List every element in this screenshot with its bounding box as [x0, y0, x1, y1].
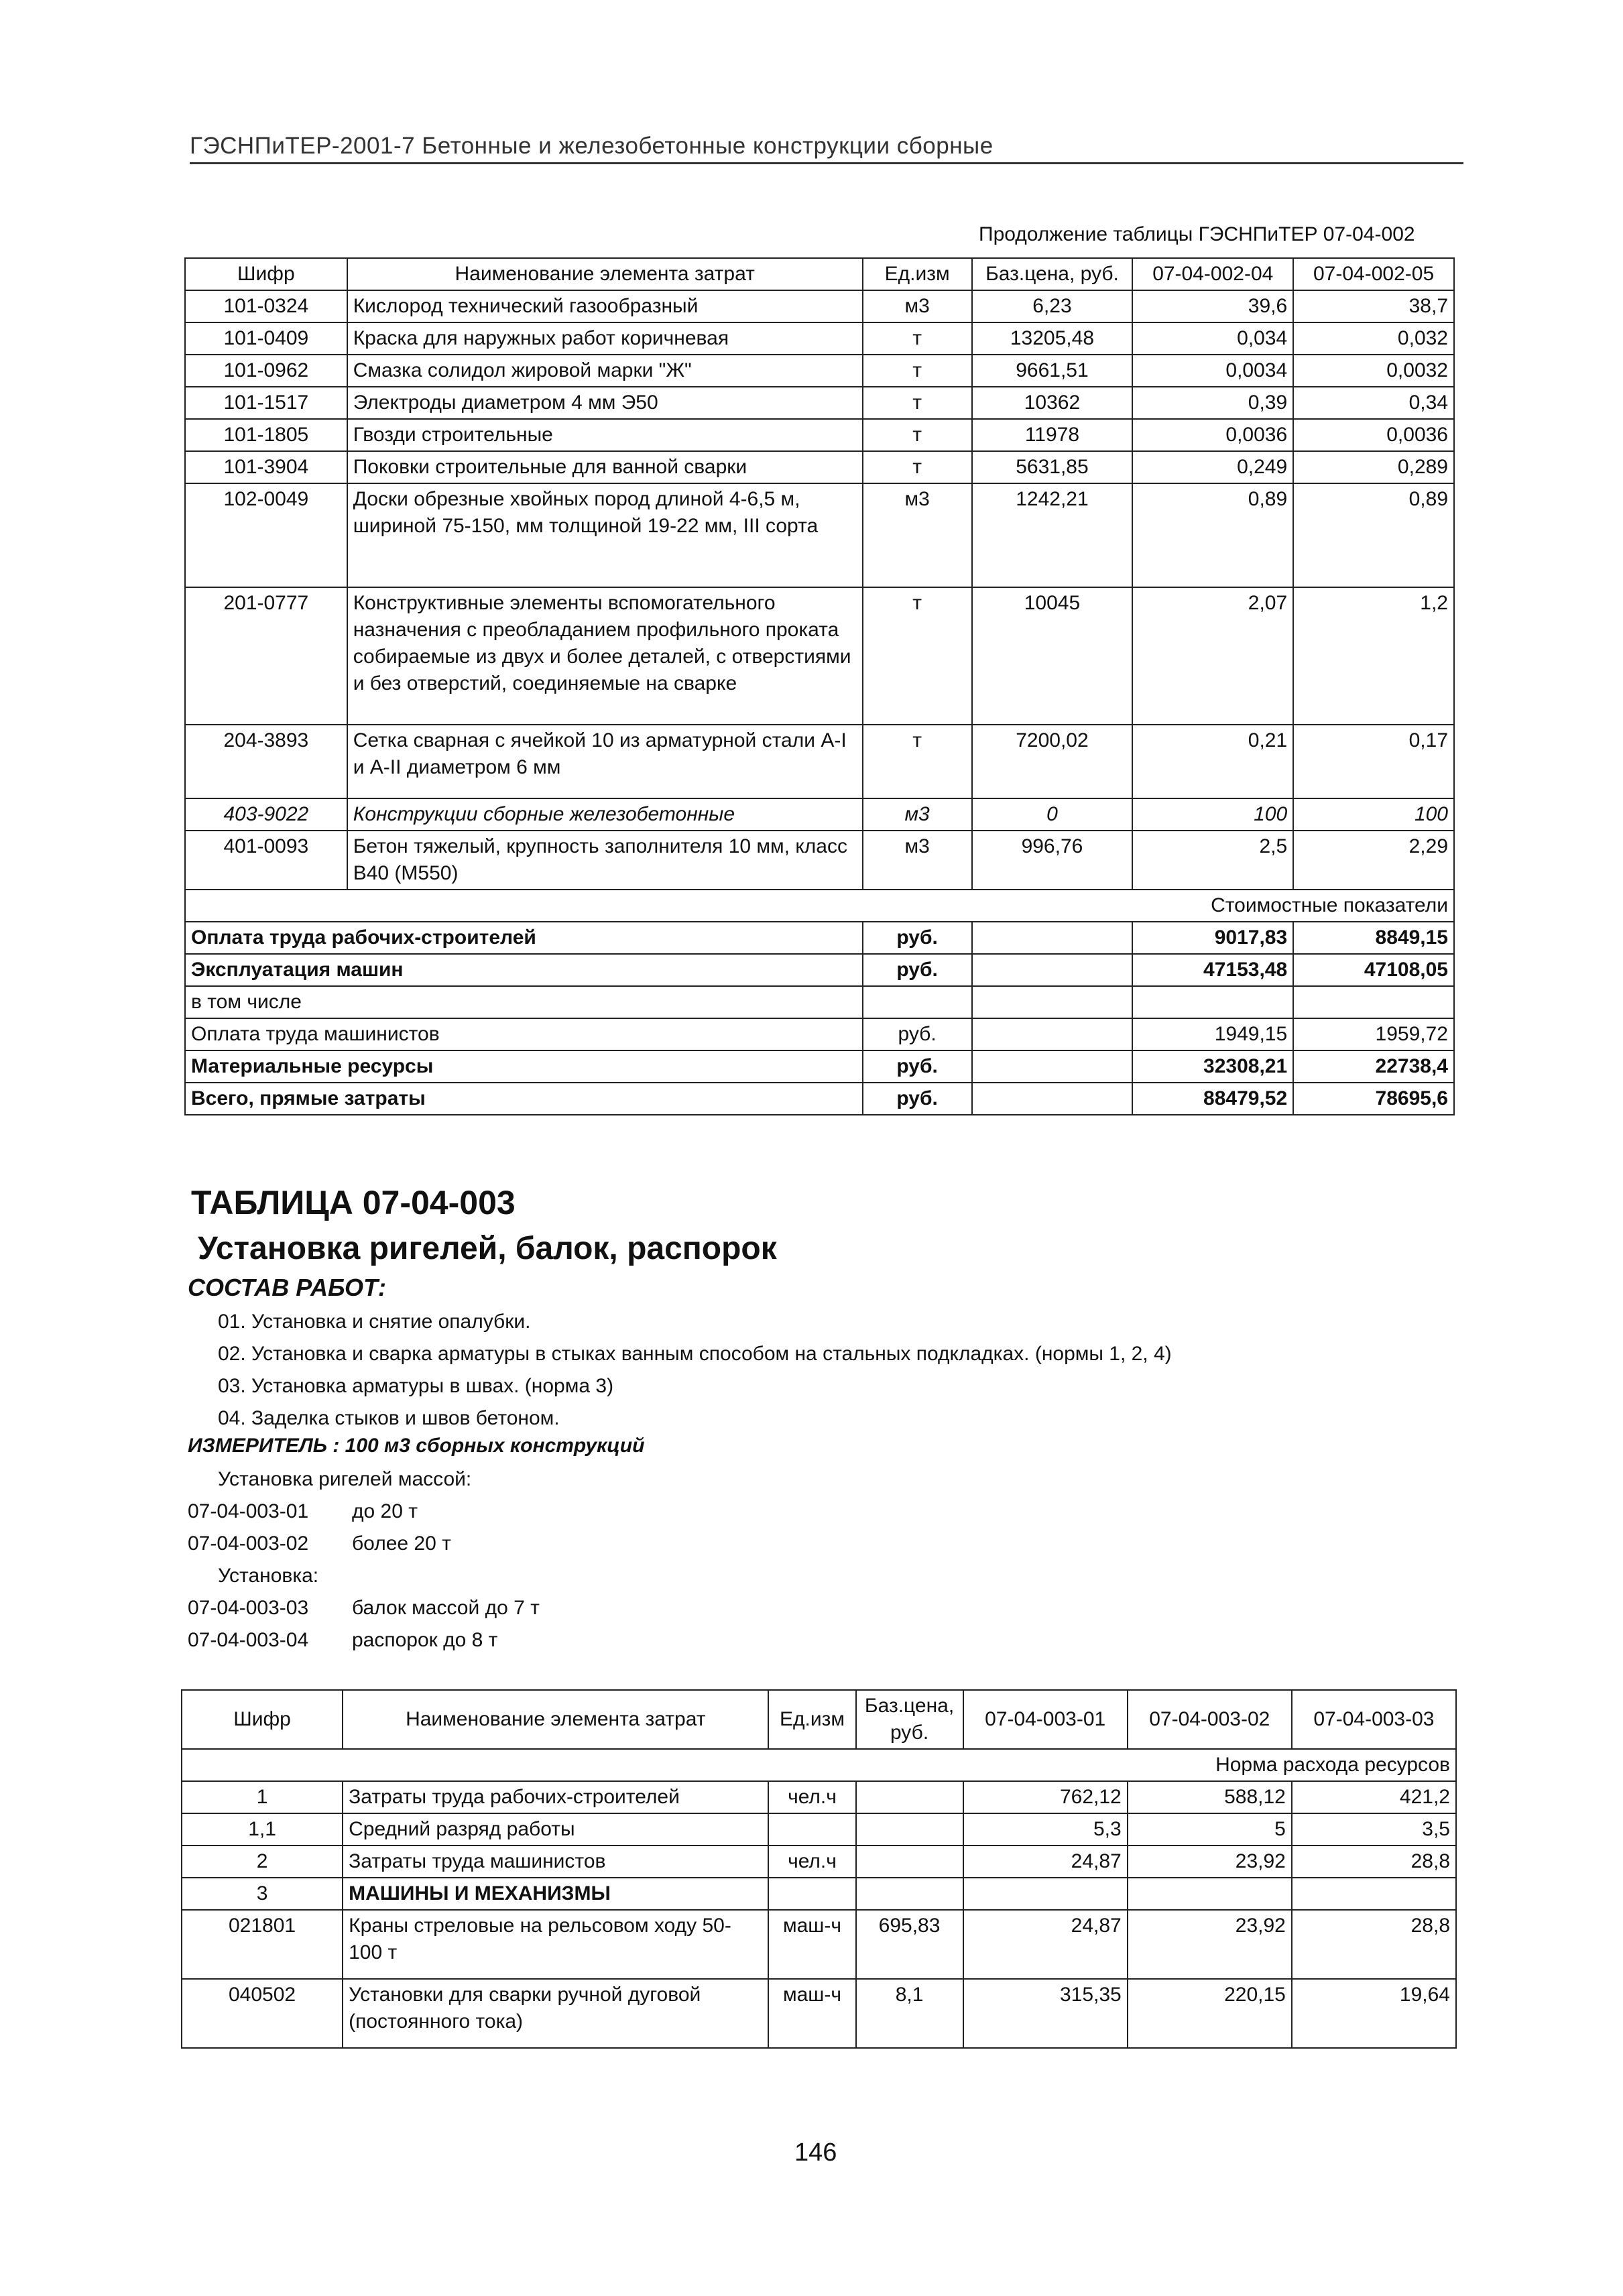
- table-cell: т: [863, 387, 972, 419]
- table-cell: маш-ч: [768, 1979, 855, 2048]
- table-cell: 1,1: [182, 1813, 343, 1846]
- column-header: Наименование элемента затрат: [343, 1690, 768, 1749]
- cost-unit: руб.: [863, 1018, 972, 1050]
- cost-value: 78695,6: [1293, 1083, 1454, 1115]
- column-header: Шифр: [185, 258, 347, 290]
- table-cell: 0: [972, 798, 1133, 831]
- table-cell: Средний разряд работы: [343, 1813, 768, 1846]
- table-row: [182, 1813, 1456, 1846]
- table-cell: 7200,02: [972, 725, 1133, 798]
- work-item: 02. Установка и сварка арматуры в стыках ванным способом на стальных подкладках. (нормы 1, 2, 4): [218, 1343, 1172, 1365]
- cost-label-row: [185, 890, 1454, 922]
- column-header: Ед.изм: [768, 1690, 855, 1749]
- cost-name: Оплата труда машинистов: [185, 1018, 863, 1050]
- table-row: [182, 1878, 1456, 1910]
- table-row: [185, 355, 1454, 387]
- table-cell: [963, 1878, 1128, 1910]
- table-cell: т: [863, 451, 972, 483]
- cost-unit: руб.: [863, 1050, 972, 1083]
- table-cell: 10045: [972, 587, 1133, 725]
- table-cell: 0,21: [1132, 725, 1293, 798]
- table-cell: 201-0777: [185, 587, 347, 725]
- table-cell: Доски обрезные хвойных пород длиной 4-6,5 м, шириной 75-150, мм толщиной 19-22 мм, III сорта: [347, 483, 863, 587]
- table-cell: 38,7: [1293, 290, 1454, 322]
- cost-row: [185, 954, 1454, 986]
- table-cell: 0,289: [1293, 451, 1454, 483]
- table-cell: 101-3904: [185, 451, 347, 483]
- table-cell: Установки для сварки ручной дуговой (постоянного тока): [343, 1979, 768, 2048]
- table-cell: 0,89: [1293, 483, 1454, 587]
- table-cell: т: [863, 725, 972, 798]
- table-cell: 762,12: [963, 1781, 1128, 1813]
- table-cell: 0,34: [1293, 387, 1454, 419]
- resource-table-07-04-002: [184, 257, 1455, 1115]
- table-cell: маш-ч: [768, 1910, 855, 1979]
- column-header: 07-04-002-04: [1132, 258, 1293, 290]
- table-cell: 403-9022: [185, 798, 347, 831]
- table-cell: 021801: [182, 1910, 343, 1979]
- empty-cell: [972, 1050, 1133, 1083]
- section-title: ТАБЛИЦА 07-04-003: [191, 1184, 516, 1221]
- table-cell: 2: [182, 1846, 343, 1878]
- table-cell: Кислород технический газообразный: [347, 290, 863, 322]
- table-row: [185, 831, 1454, 890]
- table-cell: 421,2: [1292, 1781, 1456, 1813]
- table-cell: 2,29: [1293, 831, 1454, 890]
- measure-unit: ИЗМЕРИТЕЛЬ : 100 м3 сборных конструкций: [188, 1435, 645, 1457]
- table-cell: МАШИНЫ И МЕХАНИЗМЫ: [343, 1878, 768, 1910]
- table-cell: 23,92: [1128, 1910, 1292, 1979]
- table-cell: 101-0409: [185, 322, 347, 355]
- cost-value: 8849,15: [1293, 922, 1454, 954]
- cost-row: [185, 1018, 1454, 1050]
- table-cell: [856, 1878, 963, 1910]
- table-row: [185, 798, 1454, 831]
- table-cell: 0,249: [1132, 451, 1293, 483]
- table-row: [185, 387, 1454, 419]
- table-cell: 3,5: [1292, 1813, 1456, 1846]
- cost-value: [1132, 986, 1293, 1018]
- table-cell: Конструкции сборные железобетонные: [347, 798, 863, 831]
- cost-value: 32308,21: [1132, 1050, 1293, 1083]
- table-row: [185, 483, 1454, 587]
- table-cell: м3: [863, 831, 972, 890]
- install-label: Установка:: [218, 1565, 319, 1587]
- cost-name: Оплата труда рабочих-строителей: [185, 922, 863, 954]
- table-cell: 0,0036: [1132, 419, 1293, 451]
- table-row: [185, 725, 1454, 798]
- empty-cell: [972, 954, 1133, 986]
- norm-label: Норма расхода ресурсов: [182, 1749, 1456, 1781]
- column-header: Баз.цена, руб.: [856, 1690, 963, 1749]
- cost-value: 1959,72: [1293, 1018, 1454, 1050]
- cost-unit: руб.: [863, 1083, 972, 1115]
- column-header: 07-04-003-01: [963, 1690, 1128, 1749]
- norm-label-row: [182, 1749, 1456, 1781]
- table-row: [182, 1979, 1456, 2048]
- cost-unit: [863, 986, 972, 1018]
- table-row: [185, 290, 1454, 322]
- cost-value: 1949,15: [1132, 1018, 1293, 1050]
- norm-code: 07-04-003-04: [188, 1629, 309, 1651]
- norm-code: 07-04-003-02: [188, 1532, 309, 1555]
- table-cell: 0,0036: [1293, 419, 1454, 451]
- table-cell: 5631,85: [972, 451, 1133, 483]
- table-cell: 588,12: [1128, 1781, 1292, 1813]
- section-subtitle: Установка ригелей, балок, распорок: [198, 1231, 777, 1266]
- table-cell: 0,032: [1293, 322, 1454, 355]
- table-cell: 1,2: [1293, 587, 1454, 725]
- table-cell: Затраты труда рабочих-строителей: [343, 1781, 768, 1813]
- norm-code: 07-04-003-01: [188, 1500, 309, 1522]
- table-cell: 6,23: [972, 290, 1133, 322]
- table-row: [182, 1910, 1456, 1979]
- column-header: 07-04-003-02: [1128, 1690, 1292, 1749]
- table-cell: Краска для наружных работ коричневая: [347, 322, 863, 355]
- table-cell: Конструктивные элементы вспомогательного назначения с преобладанием профильного проката собираемые из двух и более деталей, с отверстиями и без отверстий, соединяемые на сварке: [347, 587, 863, 725]
- table-cell: м3: [863, 798, 972, 831]
- cost-row: [185, 986, 1454, 1018]
- table-cell: 0,034: [1132, 322, 1293, 355]
- table-cell: 0,0034: [1132, 355, 1293, 387]
- column-header: 07-04-002-05: [1293, 258, 1454, 290]
- cost-unit: руб.: [863, 922, 972, 954]
- column-header: Ед.изм: [863, 258, 972, 290]
- table-cell: 0,89: [1132, 483, 1293, 587]
- table-cell: Бетон тяжелый, крупность заполнителя 10 мм, класс В40 (М550): [347, 831, 863, 890]
- table-cell: Краны стреловые на рельсовом ходу 50-100 т: [343, 1910, 768, 1979]
- table-cell: 2,5: [1132, 831, 1293, 890]
- table-cell: т: [863, 419, 972, 451]
- table-cell: 5: [1128, 1813, 1292, 1846]
- norm-description: до 20 т: [352, 1500, 418, 1522]
- table-cell: 28,8: [1292, 1846, 1456, 1878]
- cost-value: [1293, 986, 1454, 1018]
- empty-cell: [972, 922, 1133, 954]
- column-header: 07-04-003-03: [1292, 1690, 1456, 1749]
- cost-value: 9017,83: [1132, 922, 1293, 954]
- cost-label: Стоимостные показатели: [185, 890, 1454, 922]
- table-cell: 9661,51: [972, 355, 1133, 387]
- table-cell: Поковки строительные для ванной сварки: [347, 451, 863, 483]
- table-cell: 101-1805: [185, 419, 347, 451]
- composition-label: СОСТАВ РАБОТ:: [188, 1274, 386, 1301]
- cost-unit: руб.: [863, 954, 972, 986]
- table-cell: 100: [1293, 798, 1454, 831]
- table-cell: 040502: [182, 1979, 343, 2048]
- cost-name: в том числе: [185, 986, 863, 1018]
- table-cell: 23,92: [1128, 1846, 1292, 1878]
- table-row: [185, 419, 1454, 451]
- table-cell: [856, 1813, 963, 1846]
- norm-description: распорок до 8 т: [352, 1629, 498, 1651]
- table-header-row: [185, 258, 1454, 290]
- table-row: [185, 587, 1454, 725]
- column-header: Шифр: [182, 1690, 343, 1749]
- table-cell: 2,07: [1132, 587, 1293, 725]
- work-item: 03. Установка арматуры в швах. (норма 3): [218, 1375, 614, 1397]
- table-cell: 8,1: [856, 1979, 963, 2048]
- cost-row: [185, 1050, 1454, 1083]
- table-row: [185, 322, 1454, 355]
- table-cell: 39,6: [1132, 290, 1293, 322]
- table-cell: 24,87: [963, 1846, 1128, 1878]
- work-item: 01. Установка и снятие опалубки.: [218, 1311, 531, 1333]
- table-cell: м3: [863, 483, 972, 587]
- norm-code: 07-04-003-03: [188, 1597, 309, 1619]
- table-cell: т: [863, 587, 972, 725]
- table-cell: 3: [182, 1878, 343, 1910]
- cost-value: 88479,52: [1132, 1083, 1293, 1115]
- table-cell: [1128, 1878, 1292, 1910]
- table-header-row: [182, 1690, 1456, 1749]
- install-mass-label: Установка ригелей массой:: [218, 1468, 472, 1490]
- table-cell: 1242,21: [972, 483, 1133, 587]
- norm-description: более 20 т: [352, 1532, 451, 1555]
- table-cell: 100: [1132, 798, 1293, 831]
- table-cell: 11978: [972, 419, 1133, 451]
- table-cell: [1292, 1878, 1456, 1910]
- cost-name: Всего, прямые затраты: [185, 1083, 863, 1115]
- table-cell: 102-0049: [185, 483, 347, 587]
- table-cell: м3: [863, 290, 972, 322]
- cost-row: [185, 922, 1454, 954]
- table-cell: 101-1517: [185, 387, 347, 419]
- table-cell: 220,15: [1128, 1979, 1292, 2048]
- work-item: 04. Заделка стыков и швов бетоном.: [218, 1407, 560, 1429]
- table-cell: 101-0324: [185, 290, 347, 322]
- table-cell: Смазка солидол жировой марки "Ж": [347, 355, 863, 387]
- table-cell: 10362: [972, 387, 1133, 419]
- table-row: [185, 451, 1454, 483]
- column-header: Наименование элемента затрат: [347, 258, 863, 290]
- table-cell: 315,35: [963, 1979, 1128, 2048]
- table-cell: [856, 1846, 963, 1878]
- cost-row: [185, 1083, 1454, 1115]
- table-cell: 996,76: [972, 831, 1133, 890]
- page-number: 146: [794, 2138, 837, 2167]
- table-cell: 13205,48: [972, 322, 1133, 355]
- table-cell: Гвозди строительные: [347, 419, 863, 451]
- table-cell: т: [863, 355, 972, 387]
- table-cell: 28,8: [1292, 1910, 1456, 1979]
- table-cell: чел.ч: [768, 1781, 855, 1813]
- empty-cell: [972, 1018, 1133, 1050]
- table-cell: т: [863, 322, 972, 355]
- cost-name: Эксплуатация машин: [185, 954, 863, 986]
- table-cell: 0,39: [1132, 387, 1293, 419]
- table-cell: 5,3: [963, 1813, 1128, 1846]
- cost-value: 47153,48: [1132, 954, 1293, 986]
- table-cell: [856, 1781, 963, 1813]
- empty-cell: [972, 1083, 1133, 1115]
- table-cell: 204-3893: [185, 725, 347, 798]
- table-cell: 19,64: [1292, 1979, 1456, 2048]
- table-cell: 695,83: [856, 1910, 963, 1979]
- empty-cell: [972, 986, 1133, 1018]
- norm-description: балок массой до 7 т: [352, 1597, 540, 1619]
- table-row: [182, 1781, 1456, 1813]
- table-cell: Электроды диаметром 4 мм Э50: [347, 387, 863, 419]
- table-cell: 0,0032: [1293, 355, 1454, 387]
- table-cell: [768, 1813, 855, 1846]
- resource-table-07-04-003: [181, 1689, 1457, 2049]
- table-cell: Затраты труда машинистов: [343, 1846, 768, 1878]
- table-cell: 24,87: [963, 1910, 1128, 1979]
- table-cell: [768, 1878, 855, 1910]
- table-row: [182, 1846, 1456, 1878]
- table-cell: чел.ч: [768, 1846, 855, 1878]
- cost-value: 22738,4: [1293, 1050, 1454, 1083]
- table-continuation-label: Продолжение таблицы ГЭСНПиТЕР 07-04-002: [979, 223, 1415, 245]
- page-header: ГЭСНПиТЕР-2001-7 Бетонные и железобетонные конструкции сборные: [190, 133, 1463, 164]
- cost-value: 47108,05: [1293, 954, 1454, 986]
- column-header: Баз.цена, руб.: [972, 258, 1133, 290]
- table-cell: Сетка сварная с ячейкой 10 из арматурной стали А-I и А-II диаметром 6 мм: [347, 725, 863, 798]
- table-cell: 101-0962: [185, 355, 347, 387]
- cost-name: Материальные ресурсы: [185, 1050, 863, 1083]
- table-cell: 1: [182, 1781, 343, 1813]
- table-cell: 0,17: [1293, 725, 1454, 798]
- table-cell: 401-0093: [185, 831, 347, 890]
